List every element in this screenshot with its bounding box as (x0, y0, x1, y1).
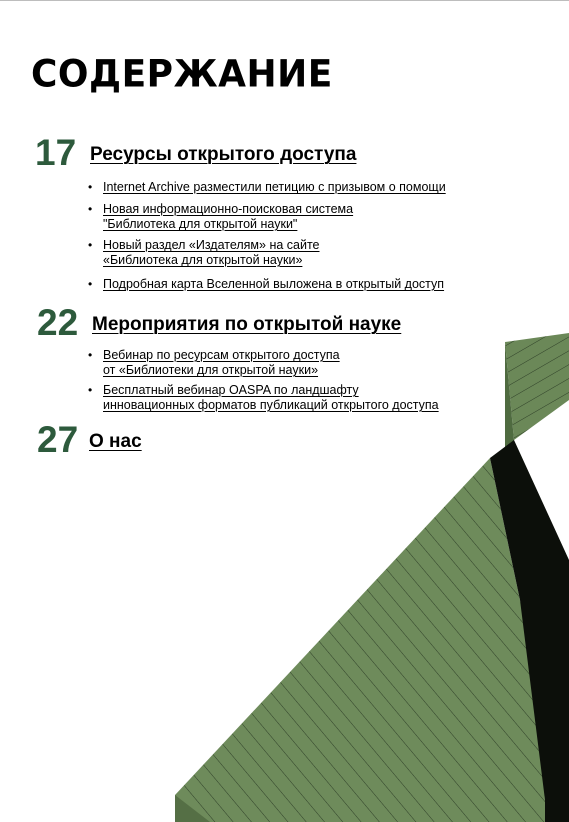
toc-item-line: «Библиотека для открытой науки» (103, 253, 303, 267)
toc-item-link[interactable] (103, 383, 439, 413)
toc-item-line: Вебинар по ресурсам открытого доступа (103, 348, 340, 362)
bullet-icon: • (88, 238, 93, 252)
toc-item-link[interactable] (103, 180, 446, 195)
bullet-icon: • (88, 180, 93, 194)
bullet-icon: • (88, 202, 93, 216)
toc-item-line: "Библиотека для открытой науки" (103, 217, 298, 231)
toc-item-link[interactable] (103, 277, 444, 292)
bullet-icon: • (88, 383, 93, 397)
toc-item-line: Новый раздел «Издателям» на сайте (103, 238, 320, 252)
section-page-number: 17 (35, 132, 77, 173)
page-title: СОДЕРЖАНИЕ (31, 53, 333, 97)
toc-item-line: Internet Archive разместили петицию с призывом о помощи (103, 180, 446, 194)
bullet-icon: • (88, 348, 93, 362)
toc-item-link[interactable] (103, 238, 320, 268)
toc-item-line: от «Библиотеки для открытой науки» (103, 363, 319, 377)
toc-item-line: Новая информационно-поисковая система (103, 202, 354, 216)
section-page-number: 22 (37, 302, 79, 343)
section-heading-link[interactable]: Мероприятия по открытой науке (92, 314, 402, 335)
section-page-number: 27 (37, 419, 79, 460)
prism-main-face (175, 458, 545, 822)
toc-item-line: Подробная карта Вселенной выложена в открытый доступ (103, 277, 445, 291)
section-heading-link[interactable]: Ресурсы открытого доступа (90, 144, 357, 165)
toc-item-link[interactable] (103, 348, 340, 378)
section-heading-link[interactable]: О нас (89, 431, 142, 452)
toc-item-line: инновационных форматов публикаций открытого доступа (103, 398, 439, 412)
toc-item-line: Бесплатный вебинар OASPA по ландшафту (103, 383, 359, 397)
bullet-icon: • (88, 277, 93, 291)
prism-upper-top-face (505, 333, 569, 440)
toc-item-link[interactable] (103, 202, 353, 232)
